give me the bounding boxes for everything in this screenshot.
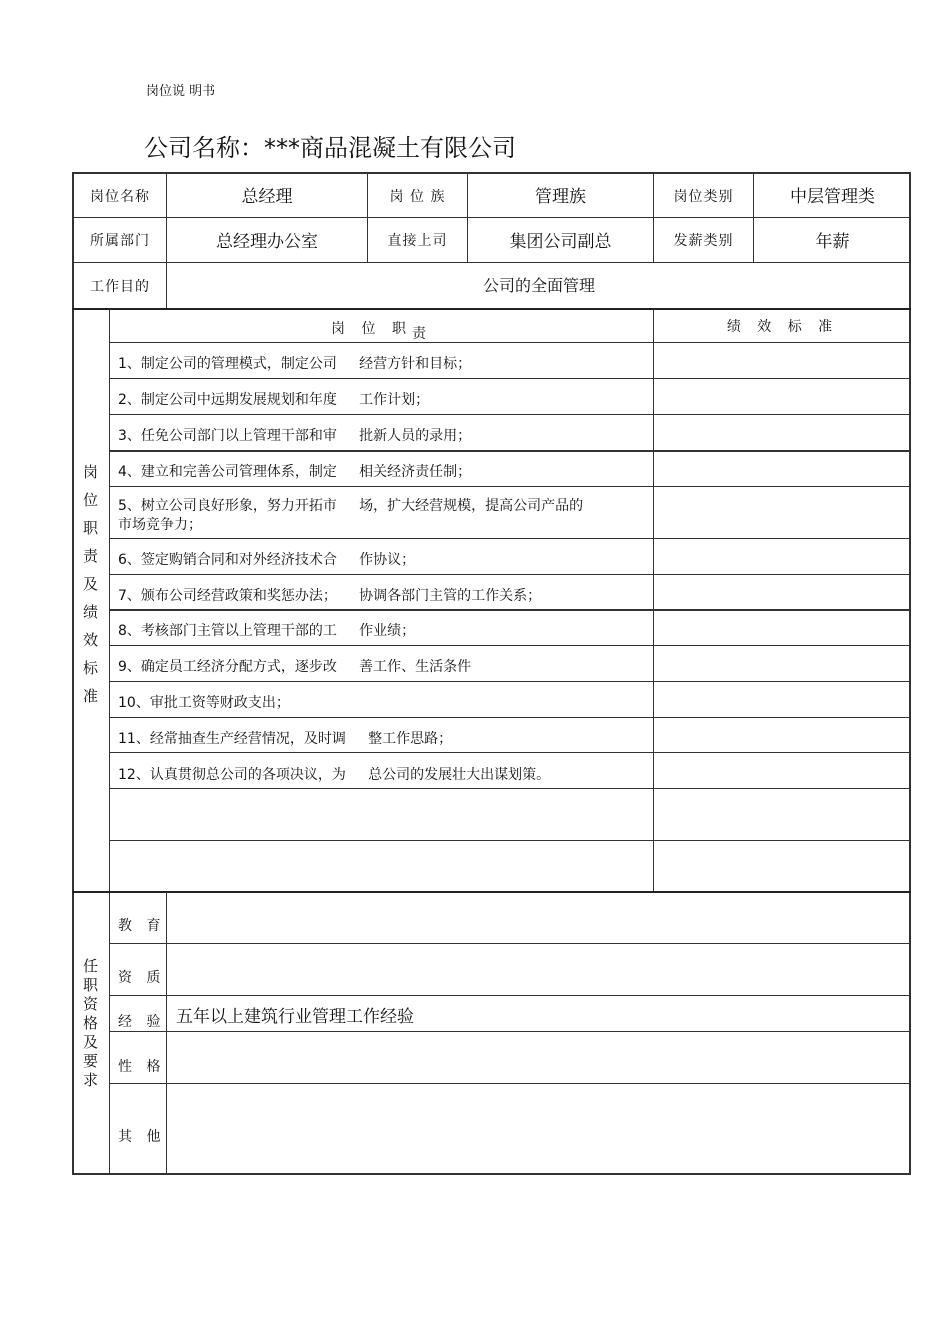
duty-item: 7、颁布公司经营政策和奖惩办法； 协调各部门主管的工作关系； [118, 588, 542, 604]
requirements-side-label [80, 958, 100, 1091]
pay-type-label: 发薪类别 [673, 233, 734, 249]
duty-item: 10、审批工资等财政支出； [118, 695, 290, 711]
personality-label: 性 格 [118, 1059, 166, 1075]
company-name [144, 128, 516, 163]
department-value: 总经理办公室 [216, 231, 318, 252]
post-name-value: 总经理 [241, 186, 293, 207]
department-label: 所属部门 [90, 233, 150, 249]
duties-side-label-text: 岗位职责及绩效标准 [81, 464, 99, 716]
post-category-value: 中层管理类 [790, 186, 875, 207]
duty-item: 1、制定公司的管理模式，制定公司 经营方针和目标； [118, 356, 472, 372]
duty-item: 8、考核部门主管以上管理干部的工 作业绩； [118, 623, 416, 639]
experience-label: 经 验 [118, 1014, 166, 1030]
standard-column-header: 绩 效 标 准 [726, 319, 839, 335]
purpose-label: 工作目的 [90, 278, 150, 295]
purpose-value: 公司的全面管理 [482, 275, 595, 295]
qualification-label: 资 质 [118, 970, 166, 986]
pay-type-value: 年薪 [815, 231, 850, 252]
superior-label: 直接上司 [387, 233, 448, 249]
experience-value: 五年以上建筑行业管理工作经验 [176, 1006, 414, 1027]
post-family-label: 岗 位 族 [389, 188, 446, 205]
duty-column-header-text: 岗 位 职 [331, 321, 412, 337]
education-value [176, 895, 906, 941]
duty-item: 2、制定公司中远期发展规划和年度 工作计划； [118, 392, 430, 408]
post-family-value: 管理族 [535, 186, 586, 207]
duty-item: 5、树立公司良好形象，努力开拓市 场，扩大经营规模，提高公司产品的 市场竞争力； [118, 498, 584, 533]
duties-side-label [80, 464, 100, 716]
qualification-value [176, 945, 906, 994]
requirements-side-label-text: 任职资格及要求 [81, 958, 99, 1091]
superior-value: 集团公司副总 [509, 231, 612, 252]
education-label: 教 育 [118, 918, 166, 934]
post-category-label: 岗位类别 [673, 188, 734, 205]
duty-column-header [110, 314, 653, 342]
duty-item: 3、任免公司部门以上管理干部和审 批新人员的录用； [118, 428, 472, 444]
company-label: 公司名称： [144, 134, 264, 162]
page-label: 岗位说 明书 [146, 84, 216, 99]
post-name-label: 岗位名称 [90, 188, 150, 205]
other-label: 其 他 [118, 1129, 166, 1145]
company-value: ***商品混凝土有限公司 [264, 134, 516, 162]
other-value [176, 1086, 906, 1172]
duty-column-header-tail: 责 [411, 326, 432, 342]
duty-item: 11、经常抽查生产经营情况，及时调 整工作思路； [118, 731, 453, 747]
duty-item: 12、认真贯彻总公司的各项决议，为 总公司的发展壮大出谋划策。 [118, 767, 551, 783]
duty-item: 6、签定购销合同和对外经济技术合 作协议； [118, 552, 416, 568]
duty-item: 9、确定员工经济分配方式，逐步改 善工作、生活条件 [118, 659, 472, 675]
personality-value [176, 1033, 906, 1082]
duty-item: 4、建立和完善公司管理体系，制定 相关经济责任制； [118, 464, 472, 480]
